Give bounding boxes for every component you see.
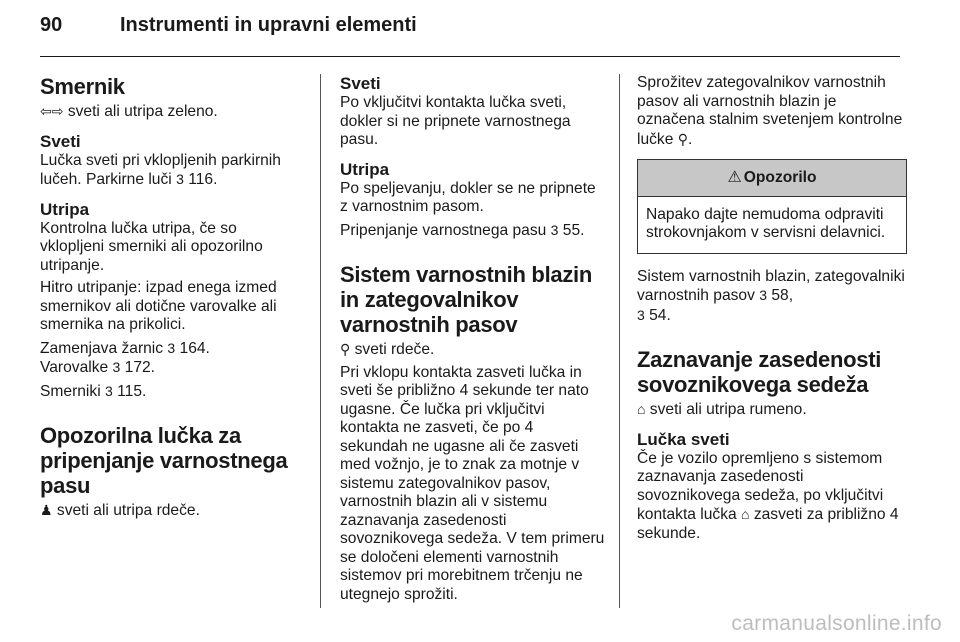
section-title-opozorilna: Opozorilna lučka za pripenjanje varnostnega pasu xyxy=(40,423,288,498)
subtitle-sveti: Sveti xyxy=(40,131,81,151)
reference-sistem: Sistem varnostnih blazin, zategovalniki varnostnih pasov 3 58, 3 54. xyxy=(637,267,905,324)
subtitle-utripa: Utripa xyxy=(40,199,90,219)
utripa-paragraph-1: Kontrolna lučka utripa, če so vklopljeni smerniki ali opozorilno utripanje. xyxy=(40,219,263,274)
passenger-seat-icon: ⌂ xyxy=(637,401,646,417)
page-ref-icon: 3 xyxy=(105,382,113,399)
watermark: carmanualsonline.info xyxy=(731,612,942,635)
smernik-desc: sveti ali utripa zeleno. xyxy=(67,103,218,120)
sistem-line: ⚲ sveti rdeče. xyxy=(340,341,435,358)
column-divider-1 xyxy=(320,74,321,608)
section-title-smernik: Smernik xyxy=(40,74,125,99)
airbag-icon: ⚲ xyxy=(677,130,689,147)
reference-lines: Zamenjava žarnic 3 164. Varovalke 3 172. xyxy=(40,339,210,376)
column-3 xyxy=(637,74,907,547)
utripa-paragraph-2b: Po speljevanju, dokler se ne pripnete z varnostnim pasom. xyxy=(340,179,596,215)
column-2 xyxy=(340,74,605,608)
lucka-paragraph: Če je vozilo opremljeno s sistemom zaznavanja zasedenosti sovoznikovega sedeža, po vključitvi kontakta lučka ⌂ zasveti za približno 4 sekunde. xyxy=(637,449,899,542)
column-divider-2 xyxy=(619,74,620,608)
page-number: 90 xyxy=(40,14,63,36)
reference-pripenjanje: Pripenjanje varnostnega pasu 3 55. xyxy=(340,221,585,239)
utripa-paragraph-2: Hitro utripanje: izpad enega izmed smernikov ali dotične varovalke ali smernika na prikolici. xyxy=(40,279,277,333)
sveti-paragraph: Lučka sveti pri vklopljenih parkirnih lučeh. Parkirne luči 3 116. xyxy=(40,151,281,188)
page-header xyxy=(40,14,900,52)
sistem-paragraph: Pri vklopu kontakta zasveti lučka in sveti še približno 4 sekunde ter nato ugasne. Če lučka pri vključitvi kontakta ne zasveti, če po 4 sekundah ne ugasne ali če zasveti med vožnjo, je to znak za motnje v sistemu zategovalnikov pasov, varnostnih blazin ali v sistemu zaznavanja zasedenosti sovoznikovega sedeža. V tem primeru se določeni elementi varnostnih sistemov pri morebitnem trčenju ne utegnejo sprožiti. xyxy=(340,363,605,603)
reference-smerniki: Smerniki 3 115. xyxy=(40,382,147,400)
subtitle-sveti-2: Sveti xyxy=(340,74,381,93)
sprozitev-paragraph: Sprožitev zategovalnikov varnostnih pasov ali varnostnih blazin je označena stalnim svetenjem kontrolne lučke ⚲. xyxy=(637,74,903,148)
turn-signal-icon: ⇦⇨ xyxy=(40,103,64,119)
smernik-text xyxy=(40,102,302,122)
sveti-paragraph-2: Po vključitvi kontakta lučka sveti, dokler si ne pripnete varnostnega pasu. xyxy=(340,94,571,148)
section-title-sistem: Sistem varnostnih blazin in zategovalnikov varnostnih pasov xyxy=(340,262,592,337)
warning-box xyxy=(637,159,907,254)
warning-header xyxy=(638,160,906,197)
subtitle-lucka-sveti: Lučka sveti xyxy=(637,429,730,449)
page-ref-icon: 3 xyxy=(167,339,176,356)
passenger-seat-icon: ⌂ xyxy=(741,506,750,522)
page-ref-icon: 3 xyxy=(637,306,645,323)
opozorilna-text: ♟ sveti ali utripa rdeče. xyxy=(40,502,200,519)
section-title-zaznavanje: Zaznavanje zasedenosti sovoznikovega sedeža xyxy=(637,347,882,397)
header-rule xyxy=(40,56,900,57)
header-title: Instrumenti in upravni elementi xyxy=(120,14,417,36)
page-ref-icon: 3 xyxy=(112,359,121,375)
subtitle-utripa-2: Utripa xyxy=(340,159,390,179)
page-ref-icon: 3 xyxy=(550,221,559,238)
page-ref-icon: 3 xyxy=(759,287,768,303)
column-1 xyxy=(40,74,302,525)
airbag-icon: ⚲ xyxy=(340,341,351,357)
zaznavanje-line: ⌂ sveti ali utripa rumeno. xyxy=(637,401,807,418)
page-ref-icon: 3 xyxy=(176,171,184,187)
warning-title: Opozorilo xyxy=(743,169,817,186)
seatbelt-icon: ♟ xyxy=(40,502,53,518)
warning-icon: ⚠ xyxy=(727,169,742,186)
warning-text: Napako dajte nemudoma odpraviti strokovnjakom v servisni delavnici. xyxy=(646,205,886,241)
